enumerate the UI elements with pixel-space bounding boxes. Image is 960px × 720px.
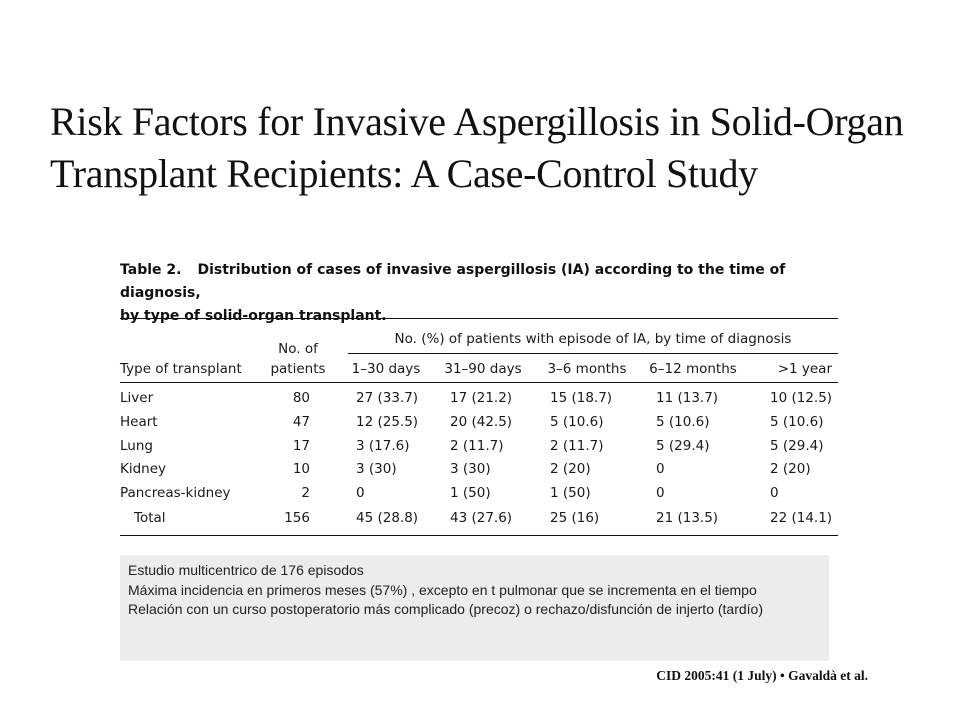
row-value-period-3: 5 (10.6) (550, 414, 604, 430)
row-value-period-5: 22 (14.1) (770, 510, 833, 526)
row-patients: 156 (284, 510, 310, 526)
row-value-period-5: 2 (20) (770, 461, 811, 477)
row-patients: 10 (292, 461, 310, 477)
row-value-period-3: 1 (50) (550, 485, 591, 501)
data-table (120, 318, 838, 536)
row-type: Liver (120, 390, 154, 406)
row-patients: 47 (292, 414, 310, 430)
row-value-period-1: 3 (17.6) (356, 438, 410, 454)
row-patients: 2 (301, 485, 310, 501)
row-value-period-2: 20 (42.5) (450, 414, 513, 430)
row-value-period-3: 15 (18.7) (550, 390, 613, 406)
header-period-2: 31–90 days (444, 361, 522, 377)
row-value-period-1: 45 (28.8) (356, 510, 419, 526)
row-value-period-4: 0 (656, 485, 665, 501)
row-value-period-4: 5 (29.4) (656, 438, 710, 454)
notes-box (120, 555, 829, 661)
row-type: Lung (120, 438, 153, 454)
row-value-period-1: 3 (30) (356, 461, 397, 477)
row-patients: 80 (292, 390, 310, 406)
row-value-period-2: 1 (50) (450, 485, 491, 501)
slide-title (50, 96, 930, 200)
note-1: Estudio multicentrico de 176 episodos (128, 562, 364, 578)
header-period-4: 6–12 months (649, 361, 737, 377)
row-value-period-2: 17 (21.2) (450, 390, 513, 406)
row-value-period-3: 2 (11.7) (550, 438, 604, 454)
citation: CID 2005:41 (1 July) • Gavaldà et al. (656, 668, 868, 683)
row-value-period-2: 3 (30) (450, 461, 491, 477)
header-rule (120, 382, 838, 383)
header-group: No. (%) of patients with episode of IA, by time of diagnosis (394, 331, 792, 347)
table-label: Table 2. (120, 262, 182, 278)
header-patients: patients (270, 361, 326, 377)
row-type: Pancreas-kidney (120, 485, 231, 501)
caption-line-2: by type of solid-organ transplant. (120, 308, 387, 324)
row-type: Kidney (120, 461, 167, 477)
row-value-period-5: 10 (12.5) (770, 390, 833, 406)
header-type-of-transplant: Type of transplant (120, 361, 242, 377)
row-value-period-4: 5 (10.6) (656, 414, 710, 430)
row-value-period-3: 25 (16) (550, 510, 600, 526)
note-3: Relación con un curso postoperatorio más complicado (precoz) o rechazo/disfunción de injerto (tardío) (128, 601, 763, 617)
header-group-rule (348, 353, 838, 354)
note-2: Máxima incidencia en primeros meses (57%) , excepto en t pulmonar que se incrementa en el tiempo (128, 581, 757, 598)
row-value-period-5: 5 (29.4) (770, 438, 824, 454)
row-patients: 17 (292, 438, 310, 454)
row-value-period-4: 0 (656, 461, 665, 477)
row-type: Heart (120, 414, 158, 430)
row-value-period-4: 21 (13.5) (656, 510, 719, 526)
row-value-period-4: 11 (13.7) (656, 390, 719, 406)
row-value-period-5: 0 (770, 485, 779, 501)
row-value-period-2: 2 (11.7) (450, 438, 504, 454)
header-no-of: No. of (278, 341, 318, 357)
header-period-3: 3–6 months (547, 361, 627, 377)
row-value-period-1: 0 (356, 485, 365, 501)
header-period-5: >1 year (777, 361, 832, 377)
row-value-period-1: 12 (25.5) (356, 414, 419, 430)
title-line-1: Risk Factors for Invasive Aspergillosis in Solid-Organ (50, 99, 904, 144)
caption-line-1: Distribution of cases of invasive aspergillosis (IA) according to the time of diagnosis, (120, 262, 786, 301)
row-value-period-2: 43 (27.6) (450, 510, 513, 526)
title-line-2: Transplant Recipients: A Case-Control Study (50, 151, 758, 196)
header-period-1: 1–30 days (351, 361, 421, 377)
row-value-period-5: 5 (10.6) (770, 414, 824, 430)
row-value-period-3: 2 (20) (550, 461, 591, 477)
row-value-period-1: 27 (33.7) (356, 390, 419, 406)
row-type: Total (134, 510, 166, 526)
